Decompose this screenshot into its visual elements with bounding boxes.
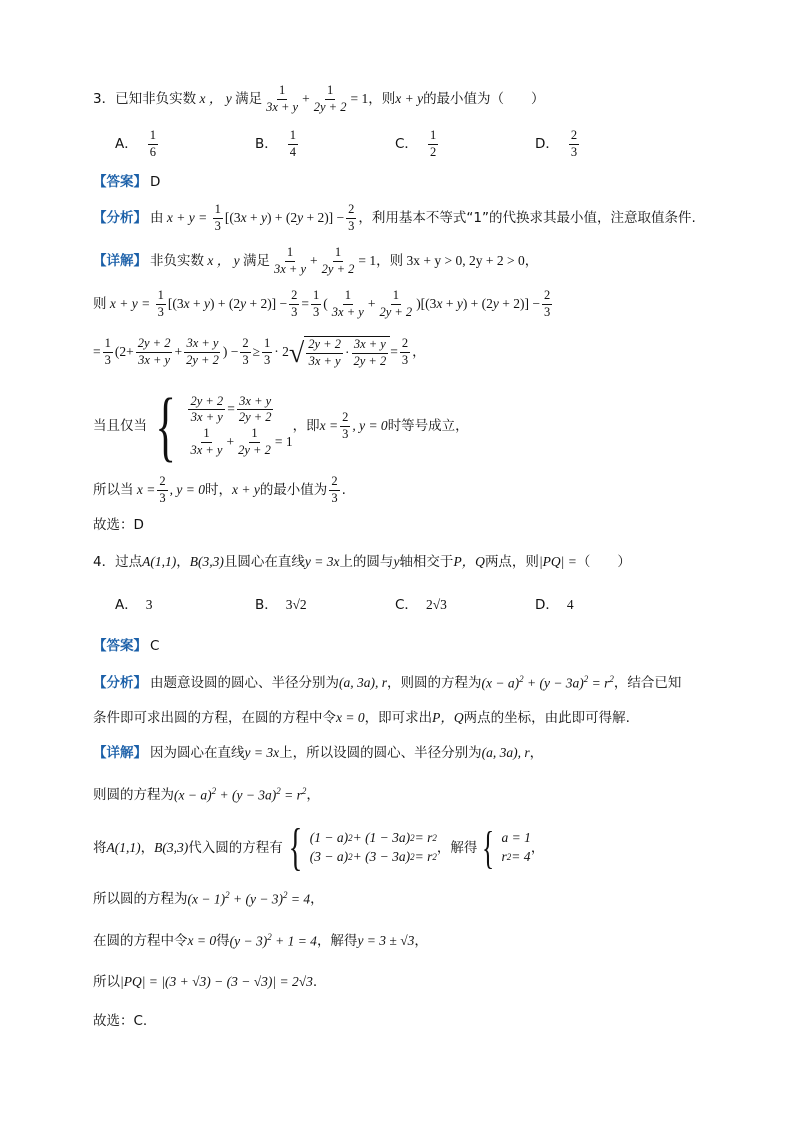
q3-detail-4: 当且仅当 { $\frac{2y + 2}{3x + y}$ = $\frac{3x + y}{2y + 2}$ $\frac{1}{3x + y}$ + $\frac{1}{2y + 2}$ = 1 ，即 x = $\frac{2}{3}$ , y = 0 时等号成立， bbox=[93, 382, 469, 469]
q4-detail-6: 所以 |PQ| = |(3 + √3) − (3 − √3)| = 2√3 . bbox=[93, 973, 318, 990]
q4-detail-3: 将 A(1,1) ， B(3,3) 代入圆的方程有 { (1 − a) 2 + (1 − 3a) 2 = r 2 (3 − a) 2 + (3 − 3a) 2 = r 2 ，解得 { a = 1 r 2 = 4 ， bbox=[93, 819, 545, 876]
q4-option-a[interactable]: A． 3 bbox=[115, 596, 153, 613]
q3-detail-3: = $\frac{1}{3}$ (2+ $\frac{2y + 2}{3x + y}$ + $\frac{3x + y}{2y + 2}$ ) − $\frac{2}{3}$ ≥ $\frac{1}{3}$ · 2 √ $\frac{2y + 2}{3x + y}$ · $\frac{3x + y}{2y + 2}$ = $\frac{2}{3}$ ， bbox=[93, 335, 426, 370]
q3-options bbox=[115, 127, 675, 161]
q4-option-d[interactable]: D． 4 bbox=[535, 596, 574, 613]
q3-analysis: 【分析】 由 x + y = $\frac{1}{3}$ [(3x + y) + (2y + 2)] − $\frac{2}{3}$ ，利用基本不等式“1”的代换求其最小值，注意取值条件. bbox=[93, 201, 696, 233]
q3-answer: 【答案】 D bbox=[93, 173, 161, 190]
q3-option-c[interactable]: C． $\frac{1}{2}$ bbox=[395, 127, 437, 159]
q3-stem: 3．已知非负实数 x ， y 满足 $\frac{1}{3x + y}$ + $\frac{1}{2y + 2}$ = 1，则 x + y 的最小值为（ ） bbox=[93, 82, 545, 114]
q3-frac2: $\frac{1}{2y + 2}$ bbox=[313, 82, 347, 114]
q4-detail-4: 所以圆的方程为 $(x - 1)^2 + (y - 3)^2 = 4$ ， bbox=[93, 889, 324, 907]
q4-analysis-2: 条件即可求出圆的方程，在圆的方程中令 x = 0 ，即可求出 P，Q 两点的坐标，由此即可得解. bbox=[93, 709, 630, 726]
q3-frac1: $\frac{1}{3x + y}$ bbox=[266, 82, 299, 114]
q4-option-c[interactable]: C． 2√3 bbox=[395, 596, 447, 613]
q4-answer: 【答案】 C bbox=[93, 637, 160, 654]
q3-detail-5: 所以当 x = $\frac{2}{3}$ , y = 0 时， x + y 的最小值为 $\frac{2}{3}$ . bbox=[93, 473, 346, 505]
q4-detail-1: 【详解】 因为圆心在直线 y = 3x 上，所以设圆的圆心、半径分别为 (a, 3a), r ， bbox=[93, 744, 544, 761]
q4-option-b[interactable]: B． 3√2 bbox=[255, 596, 307, 613]
q3-option-d[interactable]: D． $\frac{2}{3}$ bbox=[535, 127, 578, 159]
q3-option-b[interactable]: B． $\frac{1}{4}$ bbox=[255, 127, 297, 159]
q3-detail-2: 则 x + y = $\frac{1}{3}$ [(3x + y) + (2y + 2)] − $\frac{2}{3}$ = $\frac{1}{3}$ ( $\frac{1}{3x + y}$ + $\frac{1}{2y + 2}$ )[(3x + y) + (2y + 2)] − $\frac{2}{3}$ bbox=[93, 287, 551, 319]
q3-option-a[interactable]: A． $\frac{1}{6}$ bbox=[115, 127, 156, 159]
q4-conclusion: 故选：C. bbox=[93, 1012, 148, 1029]
q4-detail-2: 则圆的方程为 $(x - a)^2 + (y - 3a)^2 = r^2$ ， bbox=[93, 785, 320, 803]
q3-conclusion: 故选：D bbox=[93, 516, 144, 533]
q4-options bbox=[115, 594, 675, 616]
q4-stem: 4．过点 A(1,1) ， B(3,3) 且圆心在直线 y = 3x 上的圆与 y 轴相交于 P，Q 两点，则 |PQ| = （ ） bbox=[93, 553, 631, 570]
q3-detail-1: 【详解】 非负实数 x ， y 满足 $\frac{1}{3x + y}$ + $\frac{1}{2y + 2}$ = 1，则 3x + y > 0, 2y + 2 > 0， bbox=[93, 244, 539, 276]
q4-analysis-1: 【分析】 由题意设圆的圆心、半径分别为 (a, 3a), r ，则圆的方程为 $(x - a)^2 + (y - 3a)^2 = r^2$ ，结合已知 bbox=[93, 673, 682, 691]
q4-detail-5: 在圆的方程中令 x = 0 得 $(y - 3)^2 + 1 = 4$ ，解得 y = 3 ± √3 ， bbox=[93, 931, 428, 949]
